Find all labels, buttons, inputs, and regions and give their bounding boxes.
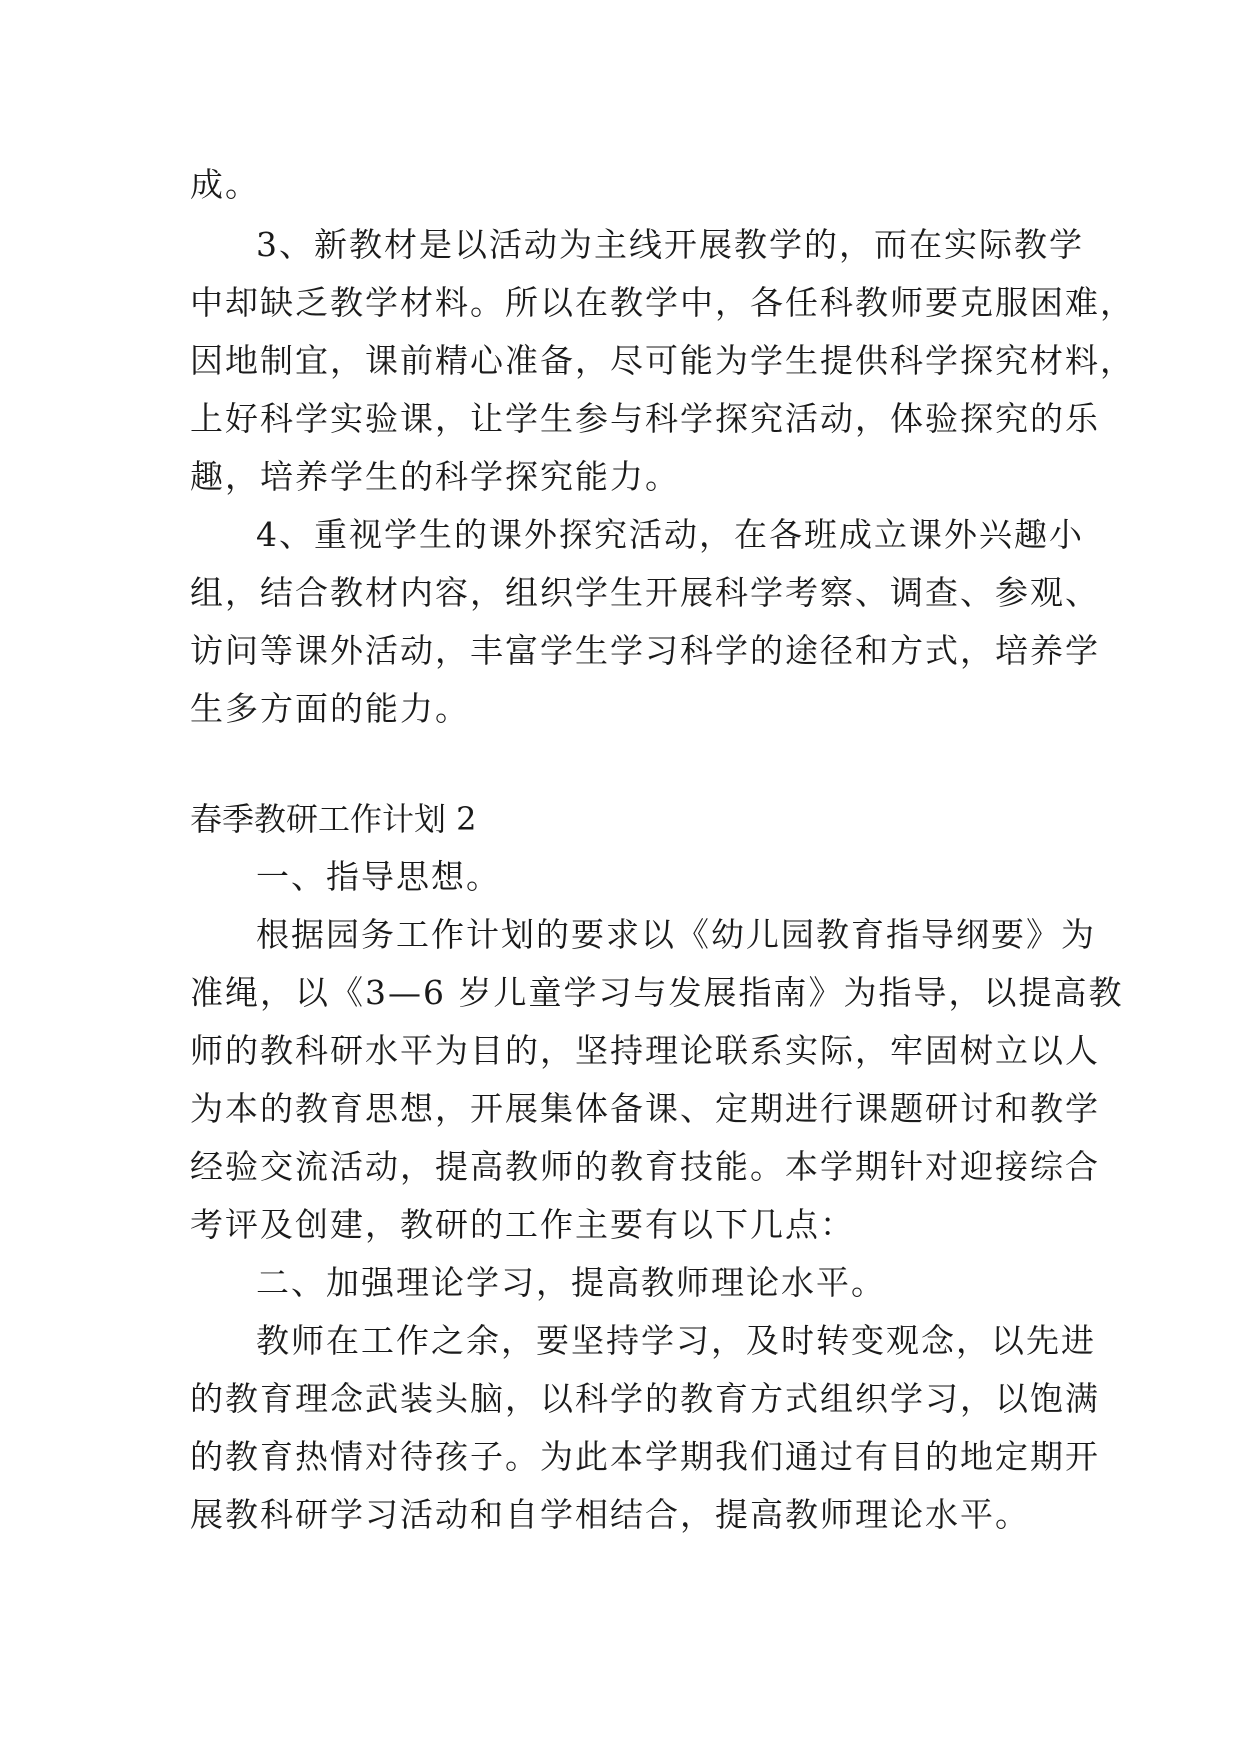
paragraph-line: 3、新教材是以活动为主线开展教学的，而在实际教学 — [256, 225, 1084, 264]
paragraph-line: 的教育理念武装头脑，以科学的教育方式组织学习，以饱满 — [190, 1379, 1100, 1418]
section-heading-line: 二、加强理论学习，提高教师理论水平。 — [256, 1263, 886, 1302]
paragraph-line: 根据园务工作计划的要求以《幼儿园教育指导纲要》为 — [256, 915, 1096, 954]
paragraph-line: 上好科学实验课，让学生参与科学探究活动，体验探究的乐 — [190, 399, 1100, 438]
paragraph-line: 趣，培养学生的科学探究能力。 — [190, 457, 680, 496]
paragraph-line: 准绳，以《3—6 岁儿童学习与发展指南》为指导，以提高教 — [190, 973, 1124, 1012]
paragraph-line: 的教育热情对待孩子。为此本学期我们通过有目的地定期开 — [190, 1437, 1100, 1476]
section-title: 春季教研工作计划 2 — [190, 800, 477, 838]
paragraph-line: 组，结合教材内容，组织学生开展科学考察、调查、参观、 — [190, 573, 1100, 612]
paragraph-line: 教师在工作之余，要坚持学习，及时转变观念，以先进 — [256, 1321, 1096, 1360]
paragraph-line: 中却缺乏教学材料。所以在教学中，各任科教师要克服困难， — [190, 283, 1135, 322]
paragraph-line: 展教科研学习活动和自学相结合，提高教师理论水平。 — [190, 1495, 1030, 1534]
paragraph-line: 访问等课外活动，丰富学生学习科学的途径和方式，培养学 — [190, 631, 1100, 670]
paragraph-line: 4、重视学生的课外探究活动，在各班成立课外兴趣小 — [256, 515, 1084, 554]
paragraph-line: 因地制宜，课前精心准备，尽可能为学生提供科学探究材料， — [190, 341, 1135, 380]
paragraph-line: 经验交流活动，提高教师的教育技能。本学期针对迎接综合 — [190, 1147, 1100, 1186]
paragraph-line: 师的教科研水平为目的，坚持理论联系实际，牢固树立以人 — [190, 1031, 1100, 1070]
paragraph-line: 为本的教育思想，开展集体备课、定期进行课题研讨和教学 — [190, 1089, 1100, 1128]
paragraph-line: 考评及创建，教研的工作主要有以下几点： — [190, 1205, 855, 1244]
paragraph-line: 生多方面的能力。 — [190, 689, 470, 728]
section-heading-line: 一、指导思想。 — [256, 857, 501, 896]
paragraph-line: 成。 — [190, 165, 260, 204]
